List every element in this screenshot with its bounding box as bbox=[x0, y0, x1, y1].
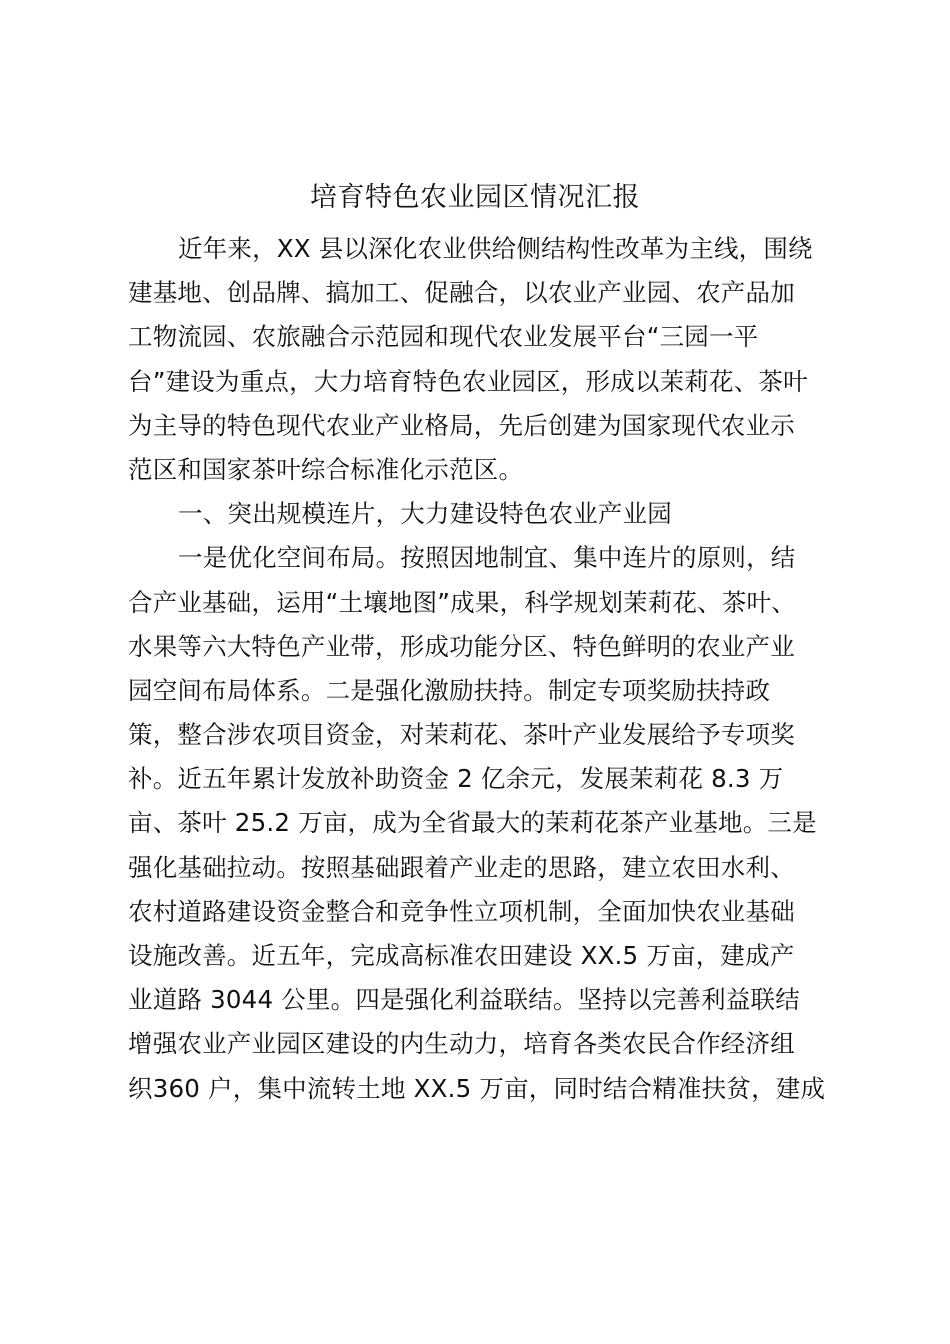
paragraph-intro-line-4: 台”建设为重点，大力培育特色农业园区，形成以茉莉花、茶叶 bbox=[128, 366, 808, 396]
paragraph-body-line-5: 策，整合涉农项目资金，对茉莉花、茶叶产业发展给予专项奖 bbox=[128, 720, 795, 750]
paragraph-body-line-13: 织360 户，集中流转土地 XX.5 万亩，同时结合精准扶贫，建成 bbox=[128, 1073, 826, 1103]
paragraph-body-line-6: 补。近五年累计发放补助资金 2 亿余元，发展茉莉花 8.3 万 bbox=[128, 764, 784, 794]
paragraph-body-line-8: 强化基础拉动。按照基础跟着产业走的思路，建立农田水利、 bbox=[128, 852, 795, 882]
paragraph-intro-line-6: 范区和国家茶叶综合标准化示范区。 bbox=[128, 454, 524, 484]
paragraph-body-line-1: 一是优化空间布局。按照因地制宜、集中连片的原则，结 bbox=[178, 543, 796, 573]
paragraph-intro-line-5: 为主导的特色现代农业产业格局，先后创建为国家现代农业示 bbox=[128, 410, 795, 440]
paragraph-body-line-2: 合产业基础，运用“土壤地图”成果，科学规划茉莉花、茶叶、 bbox=[128, 587, 796, 617]
document-title: 培育特色农业园区情况汇报 bbox=[310, 182, 640, 213]
section-heading-1: 一、突出规模连片，大力建设特色农业产业园 bbox=[178, 499, 672, 529]
paragraph-body-line-7: 亩、茶叶 25.2 万亩，成为全省最大的茉莉花茶产业基地。三是 bbox=[128, 808, 817, 838]
paragraph-body-line-9: 农村道路建设资金整合和竞争性立项机制，全面加快农业基础 bbox=[128, 896, 795, 926]
document-body bbox=[128, 227, 848, 1111]
paragraph-body-line-12: 增强农业产业园区建设的内生动力，培育各类农民合作经济组 bbox=[128, 1029, 795, 1059]
paragraph-intro-line-2: 建基地、创品牌、搞加工、促融合，以农业产业园、农产品加 bbox=[128, 278, 795, 308]
paragraph-body-line-10: 设施改善。近五年，完成高标准农田建设 XX.5 万亩，建成产 bbox=[128, 941, 795, 970]
paragraph-body-line-4: 园空间布局体系。二是强化激励扶持。制定专项奖励扶持政 bbox=[128, 675, 771, 705]
paragraph-intro-line-1: 近年来，XX 县以深化农业供给侧结构性改革为主线，围绕 bbox=[178, 234, 813, 263]
paragraph-body-line-3: 水果等六大特色产业带，形成功能分区、特色鲜明的农业产业 bbox=[128, 631, 795, 661]
paragraph-intro-line-3: 工物流园、农旅融合示范园和现代农业发展平台“三园一平 bbox=[128, 322, 759, 352]
paragraph-body-line-11: 业道路 3044 公里。四是强化利益联结。坚持以完善利益联结 bbox=[128, 985, 800, 1015]
